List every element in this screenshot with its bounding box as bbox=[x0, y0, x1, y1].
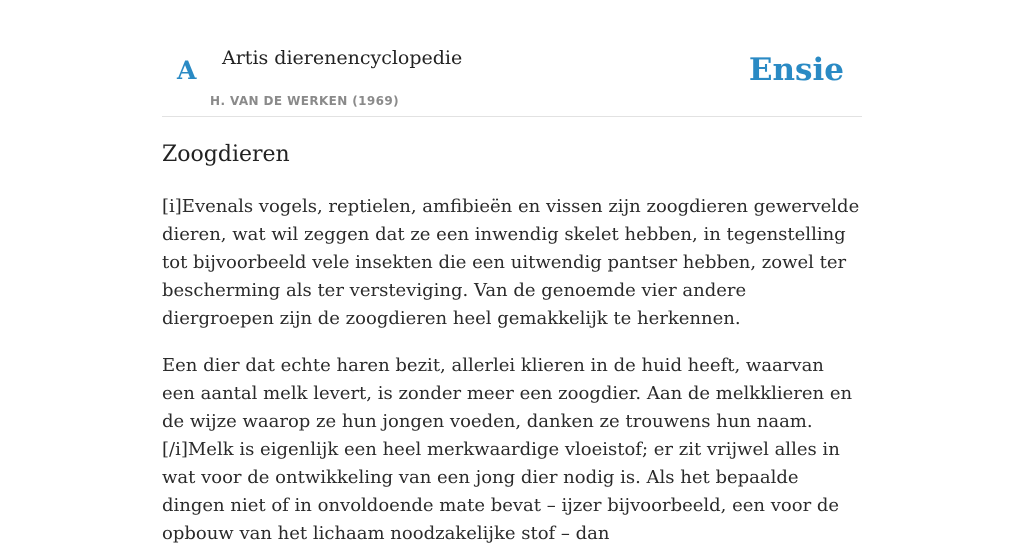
article bbox=[162, 136, 862, 548]
article-title: Zoogdieren bbox=[162, 142, 290, 167]
book-title-link[interactable]: Artis dierenencyclopedie bbox=[222, 47, 463, 69]
book-author: H. VAN DE WERKEN (1969) bbox=[210, 94, 400, 108]
book-header bbox=[162, 0, 862, 117]
index-letter-link[interactable]: A bbox=[177, 56, 197, 85]
article-paragraph-1: [i]Evenals vogels, reptielen, amfibieën en vissen zijn zoogdieren gewervelde dieren, wat wil zeggen dat ze een inwendig skelet hebben, in tegenstelling tot bijvoorbeeld vele insekten die een uitwendig pantser hebben, zowel ter bescherming als ter versteviging. Van de genoemde vier andere diergroepen zijn de zoogdieren heel gemakkelijk te herkennen. bbox=[162, 196, 860, 329]
article-paragraph-2: Een dier dat echte haren bezit, allerlei klieren in de huid heeft, waarvan een aantal melk levert, is zonder meer een zoogdier. Aan de melkklieren en de wijze waarop ze hun jongen voeden, danken ze trouwens hun naam.[/i]Melk is eigenlijk een heel merkwaardige vloeistof; er zit vrijwel alles in wat voor de ontwikkeling van een jong dier nodig is. Als het bepaalde dingen niet of in onvoldoende mate bevat – ijzer bijvoorbeeld, een voor de opbouw van het lichaam noodzakelijke stof – dan bbox=[162, 355, 853, 544]
ensie-logo-link[interactable]: Ensie bbox=[748, 52, 844, 88]
